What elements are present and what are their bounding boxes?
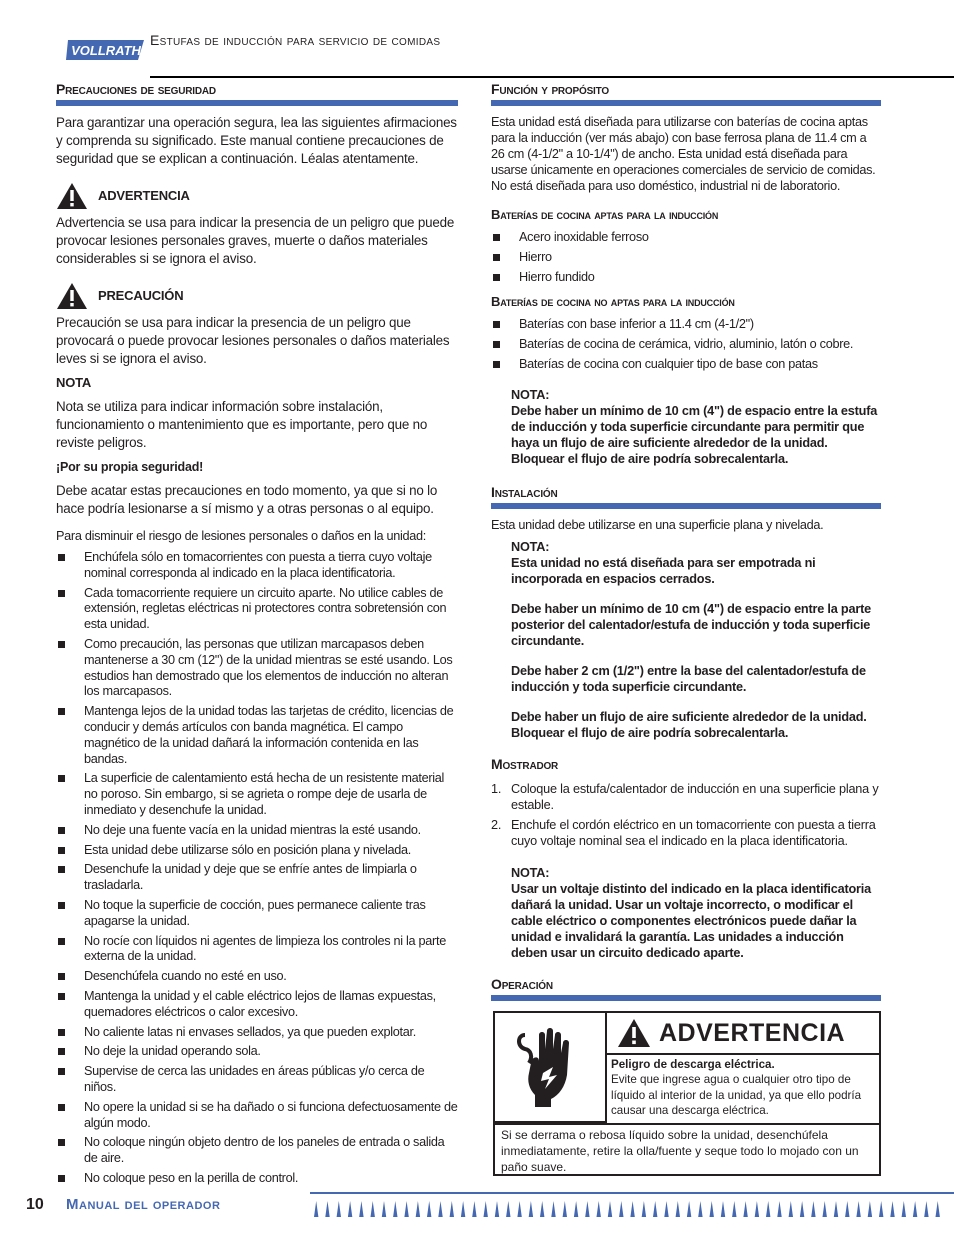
suitable-list [491,230,881,285]
footer-mark [743,1201,747,1217]
list-item: No coloque peso en la perilla de control. [56,1171,458,1187]
note-voltage [491,865,881,961]
list-item: Baterías con base inferior a 11.4 cm (4-1/2") [491,317,881,333]
caution-label: PRECAUCIÓN [98,288,184,303]
list-item: Hierro fundido [491,270,881,286]
footer-mark [913,1201,917,1217]
footer-mark [890,1201,894,1217]
footer-mark [427,1201,431,1217]
page-number: 10 [26,1196,44,1213]
footer-mark [540,1201,544,1217]
caution-heading [56,282,458,310]
footer-mark [495,1201,499,1217]
footer-mark [337,1201,341,1217]
function-section-title: Función y propósito [491,81,609,97]
footer-mark [823,1201,827,1217]
footer-mark [789,1201,793,1217]
footer-mark [314,1201,318,1217]
note-label: NOTA: [511,539,550,554]
footer-mark [529,1201,533,1217]
safety-bullet-list [56,550,458,1187]
footer-mark [642,1201,646,1217]
footer-mark [506,1201,510,1217]
footer-mark [856,1201,860,1217]
install-section-title: Instalación [491,483,558,500]
hazard-description [611,1057,873,1119]
list-item: Mantenga lejos de la unidad todas las tarjetas de crédito, licencias de conducir y demás artículos con banda magnética. El campo magnético de la unidad dañará la información contenida en las bandas. [56,704,458,767]
list-item: Desenchufe la unidad y deje que se enfríe antes de limpiarla o trasladarla. [56,862,458,894]
list-item: Acero inoxidable ferroso [491,230,881,246]
footer-mark [879,1201,883,1217]
note-item: Debe haber un mínimo de 10 cm (4") de espacio entre la parte posterior del calentador/estufa de inducción y toda superficie circundante. [511,601,871,648]
footer-mark [687,1201,691,1217]
footer-mark [563,1201,567,1217]
warning-text: Advertencia se usa para indicar la presencia de un peligro que puede provocar lesiones personales graves, muerte o daños materiales considerables si se ignora el aviso. [56,215,455,266]
footer-mark [936,1201,940,1217]
footer-mark [732,1201,736,1217]
hazard-text: Evite que ingrese agua o cualquier otro tipo de líquido al interior de la unidad, ya que ello podría causar una descarga eléctrica. [611,1073,862,1118]
footer-mark [608,1201,612,1217]
list-item: No deje una fuente vacía en la unidad mientras la esté usando. [56,823,458,839]
right-column [491,78,881,1009]
steps-list [491,781,881,849]
footer-mark [811,1201,815,1217]
footer-mark [371,1201,375,1217]
footer-mark [450,1201,454,1217]
footer-mark [416,1201,420,1217]
footer-mark [834,1201,838,1217]
warning-bottom-text: Si se derrama o rebosa líquido sobre la unidad, desenchúfela inmediatamente, retire la olla/fuente y seque todo lo mojado con un paño suave. [495,1123,879,1177]
note-clearance [491,387,881,467]
warning-triangle-icon [56,182,88,210]
list-item: Baterías de cocina de cerámica, vidrio, aluminio, latón o cobre. [491,337,881,353]
list-item: No toque la superficie de cocción, pues permanece caliente tras apagarse la unidad. [56,898,458,930]
unsuitable-list [491,317,881,372]
footer-mark [472,1201,476,1217]
note-label: NOTA [56,375,92,390]
footer-mark [325,1201,329,1217]
footer-mark [597,1201,601,1217]
electric-shock-warning-box [493,1011,881,1176]
note-text: Nota se utiliza para indicar información sobre instalación, funcionamiento o mantenimiento que es importante, pero que no reviste peligros. [56,399,428,450]
list-item: No opere la unidad si se ha dañado o si funciona defectuosamente de algún modo. [56,1100,458,1132]
footer-mark [551,1201,555,1217]
footer-mark [800,1201,804,1217]
note-text: Debe haber un mínimo de 10 cm (4") de espacio entre la estufa de inducción y toda superficie circundante para permitir que haya un flujo de aire suficiente alrededor de la unidad. Bloquear el flujo de aire podría sobrecalentarla. [511,403,878,466]
step-text: Coloque la estufa/calentador de inducción en una superficie plana y estable. [511,781,879,812]
footer-mark [777,1201,781,1217]
note-text: Usar un voltaje distinto del indicado en la placa identificatoria dañará la unidad. Usar un voltaje incorrecto, o modificar el cable eléctrico o componentes electrónicos puede dañar la unidad e invalidará la garantía. Las unidades a inducción deben usar un circuito dedicado aparte. [511,881,871,960]
list-item: Baterías de cocina con cualquier tipo de base con patas [491,357,881,373]
install-text: Esta unidad debe utilizarse en una superficie plana y nivelada. [491,517,824,532]
step-text: Enchufe el cordón eléctrico en un tomacorriente con puesta a tierra cuyo voltaje nominal sea el indicado en la placa identificatoria. [511,817,876,848]
safety-section-title: Precauciones de seguridad [56,81,216,97]
caution-triangle-icon [56,282,88,310]
list-item: Esta unidad debe utilizarse sólo en posición plana y nivelada. [56,843,458,859]
caution-text: Precaución se usa para indicar la presencia de un peligro que provocará o puede provocar lesiones personales o daños materiales leves si se ignora el aviso. [56,315,450,366]
electric-shock-hand-icon [495,1013,605,1121]
list-item: Enchúfela sólo en tomacorrientes con puesta a tierra cuyo voltaje nominal corresponda al indicado en la placa identificatoria. [56,550,458,582]
warning-banner [607,1013,879,1055]
note-item: Esta unidad no está diseñada para ser empotrada ni incorporada en espacios cerrados. [511,555,816,586]
note-install [491,539,881,741]
footer-mark [664,1201,668,1217]
warning-banner-text: ADVERTENCIA [659,1018,846,1047]
logo-text: VOLLRATH [71,43,141,58]
section-bar [56,100,458,106]
risk-intro: Para disminuir el riesgo de lesiones personales o daños en la unidad: [56,529,427,543]
list-item: Supervise de cerca las unidades en áreas públicas y/o cerca de niños. [56,1064,458,1096]
footer-mark [845,1201,849,1217]
list-item: Mantenga la unidad y el cable eléctrico lejos de llamas expuestas, quemadores eléctricos o calor excesivo. [56,989,458,1021]
footer-mark [404,1201,408,1217]
footer-mark [710,1201,714,1217]
section-bar [491,503,881,509]
footer-mark [461,1201,465,1217]
note-label: NOTA: [511,865,550,880]
list-item: Cada tomacorriente requiere un circuito aparte. No utilice cables de extensión, regletas eléctricas ni protectores contra sobretensión con esta unidad. [56,586,458,633]
hazard-title: Peligro de descarga eléctrica. [611,1058,775,1071]
note-label: NOTA: [511,387,550,402]
step-number: 1. [491,781,502,796]
footer-mark [484,1201,488,1217]
footer-mark [755,1201,759,1217]
step-number: 2. [491,817,502,832]
footer-mark [698,1201,702,1217]
note-item: Debe haber un flujo de aire suficiente alrededor de la unidad. Bloquear el flujo de aire podría sobrecalentarla. [511,709,867,740]
footer-mark [382,1201,386,1217]
suitable-title: Baterías de cocina aptas para la inducción [491,207,719,222]
footer-mark [585,1201,589,1217]
footer-mark [766,1201,770,1217]
footer-mark [517,1201,521,1217]
footer-mark [438,1201,442,1217]
footer-mark [393,1201,397,1217]
footer-mark [676,1201,680,1217]
list-item: Hierro [491,250,881,266]
list-item: No caliente latas ni envases sellados, ya que pueden explotar. [56,1025,458,1041]
footer-mark [348,1201,352,1217]
vollrath-logo [66,34,146,66]
section-bar [491,100,881,106]
left-column [56,78,458,1191]
safety-intro: Para garantizar una operación segura, lea las siguientes afirmaciones y comprenda su significado. Este manual contiene precauciones de seguridad que se explican a continuación. Léalas atentamente. [56,115,457,166]
own-safety-text: Debe acatar estas precauciones en todo momento, ya que si no lo hace podría lesionarse a sí mismo y a otras personas o al equipo. [56,483,438,516]
footer-mark [359,1201,363,1217]
footer-mark [619,1201,623,1217]
section-bar [491,995,881,1001]
list-item: No deje la unidad operando sola. [56,1044,458,1060]
icon-cell [495,1013,607,1123]
operation-section-title: Operación [491,975,553,992]
list-item [491,781,881,813]
unsuitable-title: Baterías de cocina no aptas para la inducción [491,294,735,310]
footer-decoration [310,1199,954,1219]
list-item: No coloque ningún objeto dentro de los paneles de entrada o salida de aire. [56,1135,458,1167]
footer-mark [902,1201,906,1217]
header-title: Estufas de inducción para servicio de comidas [150,32,441,48]
footer-mark [630,1201,634,1217]
list-item [491,817,881,849]
footer-rule [310,1192,954,1194]
footer-mark [721,1201,725,1217]
note-item: Debe haber 2 cm (1/2") entre la base del calentador/estufa de inducción y toda superficie circundante. [511,663,866,694]
warning-triangle-icon [617,1018,651,1048]
list-item: Como precaución, las personas que utilizan marcapasos deben mantenerse a 30 cm (12") de la unidad mientras se esté usando. Los estudios han demostrado que los elementos de inducción no alteran los marcapasos. [56,637,458,700]
footer-mark [653,1201,657,1217]
list-item: No rocíe con líquidos ni agentes de limpieza los controles ni la parte externa de la unidad. [56,934,458,966]
list-item: Desenchúfela cuando no esté en uso. [56,969,458,985]
warning-label: ADVERTENCIA [98,188,190,203]
own-safety-label: ¡Por su propia seguridad! [56,460,204,474]
footer-mark [868,1201,872,1217]
list-item: La superficie de calentamiento está hecha de un resistente material no poroso. Sin embargo, si se agrieta o rompe deje de usarla de inmediato y desenchufe la unidad. [56,771,458,818]
footer-mark [924,1201,928,1217]
function-text: Esta unidad está diseñada para utilizarse con baterías de cocina aptas para la inducción (ver más abajo) con base ferrosa plana de 11.4 cm a 26 cm (4-1/2" a 10-1/4") de ancho. Esta unidad está diseñada para usarse únicamente en operaciones comerciales de servicio de comidas. No está diseñada para uso doméstico, industrial ni de laboratorio. [491,115,876,193]
footer-title: Manual del operador [66,1196,221,1213]
display-section-title: Mostrador [491,755,559,772]
footer-mark [574,1201,578,1217]
warning-heading [56,182,458,210]
